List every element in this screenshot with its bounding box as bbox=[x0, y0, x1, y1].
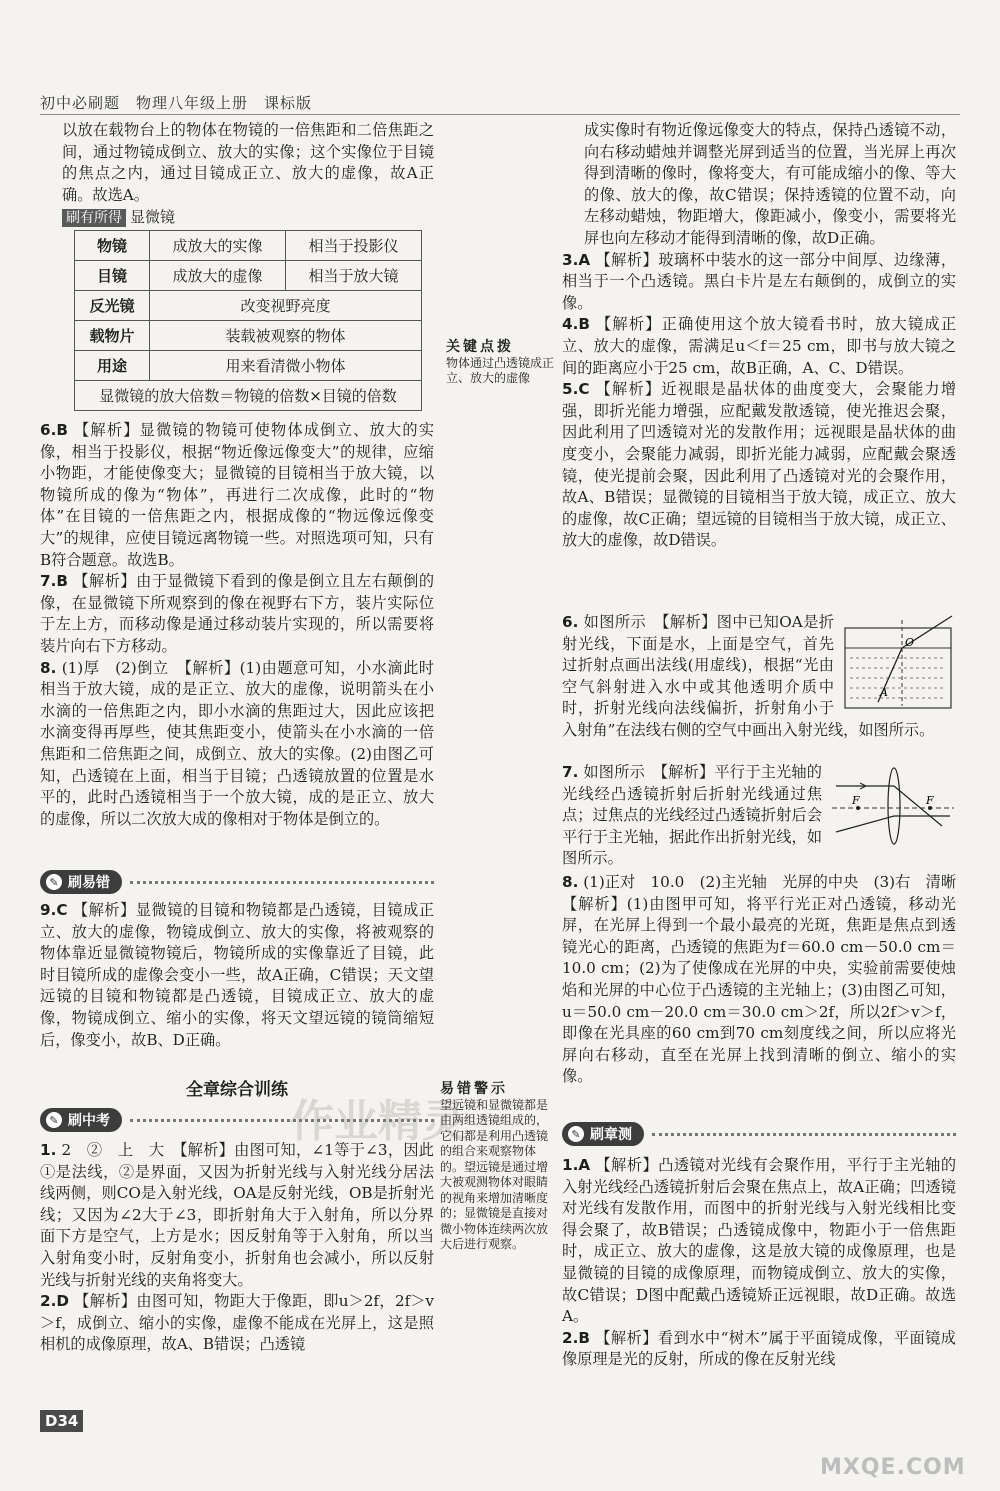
answer-text: 【解析】显微镜的物镜可使物体成倒立、放大的实像，相当于投影仪，根据“物近像远像变大”的规律，应缩小物距，才能使像变大；显微镜的目镜相当于放大镜，以物镜所成的像为“物体”，再进行二次成像，此时的“物体”在目镜的一倍焦距之内，根据成像的“物远像远像变大”的规律，应使目镜远离物镜一些。对照选项可知，只有B符合题意。故选B。 bbox=[40, 421, 435, 569]
list-item bbox=[40, 1291, 434, 1356]
section-title: 刷易错 bbox=[68, 875, 110, 891]
figure-label-f: F bbox=[926, 794, 934, 807]
side-note-key-points bbox=[446, 340, 556, 387]
header-divider bbox=[40, 114, 960, 115]
question-number: 1. bbox=[40, 1141, 57, 1159]
question-number: 3.A bbox=[562, 250, 591, 269]
left-items-block bbox=[40, 420, 434, 830]
dotted-divider bbox=[652, 1133, 956, 1136]
table-cell: 成放大的实像 bbox=[150, 231, 286, 261]
list-item bbox=[562, 314, 956, 379]
table-cell: 成放大的虚像 bbox=[150, 261, 286, 291]
list-item bbox=[562, 120, 956, 250]
chapter-items-block bbox=[562, 1155, 956, 1371]
side-note-title: 关键点拨 bbox=[446, 339, 514, 355]
table-row bbox=[75, 231, 422, 261]
table-row bbox=[75, 291, 422, 321]
left-top-paragraph: 以放在载物台上的物体在物镜的一倍焦距和二倍焦距之间，通过物镜成倒立、放大的实像；这个实像位于目镜的焦点之内，通过目镜成正立、放大的虚像，故A正确。故选A。 bbox=[62, 121, 434, 204]
list-item bbox=[40, 1140, 434, 1291]
answer-text: 【解析】凸透镜对光线有会聚作用，平行于主光轴的入射光线经凸透镜折射后会聚在焦点上，故A正确；凹透镜对光线有发散作用，而图中的折射光线与入射光线相比变得会聚了，故B错误；凸透镜成像中，物距小于一倍焦距时，成正立、放大的虚像，这是放大镜的成像原理，也是显微镜的目镜的成像原理，而物镜成倒立、放大的实像，故C错误；D图中配戴凸透镜矫正远视眼，故D正确。故选A。 bbox=[562, 1156, 957, 1326]
item-7 bbox=[562, 762, 956, 870]
question-number: 8. bbox=[40, 658, 57, 677]
table-header-cell: 物镜 bbox=[75, 231, 150, 261]
question-number: 4.B bbox=[562, 315, 590, 334]
answer-text: (1)厚 (2)倒立 【解析】(1)由题意可知，小水滴此时相当于放大镜，成的是正立、放大的虚像，说明箭头在小水滴的一倍焦距之内，即小水滴的焦距过大，因此应该把水滴变得再厚些，使其焦距变小，使箭头在小水滴的一倍焦距和二倍焦距之间，成倒立、放大的实像。(2)由图乙可知，凸透镜在上面，相当于目镜；凸透镜放置的位置是水平的，此时凸透镜相当于一个放大镜，成的是正立、放大的虚像，所以二次放大成的像相对于物体是倒立的。 bbox=[40, 658, 434, 828]
section-header-easy-mistakes bbox=[40, 870, 434, 894]
right-items-block bbox=[562, 120, 956, 552]
item-9 bbox=[40, 900, 434, 1051]
lens-figure bbox=[830, 764, 956, 846]
answer-text: (1)正对 10.0 (2)主光轴 光屏的中央 (3)右 清晰 【解析】(1)由图甲可知，将平行光正对凸透镜，移动光屏，在光屏上得到一个最小最亮的光斑，焦距是焦点到透镜光心的距离，凸透镜的焦距为f＝60.0 cm－50.0 cm＝10.0 cm；(2)为了使像成在光屏的中央，实验前需要使烛焰和光屏的中心位于凸透镜的主光轴上；(3)由图乙可知，u＝50.0 cm－20.0 cm＝30.0 cm＞2f，所以2f＞v＞f，即像在光具座的60 cm到70 cm刻度线之间，所以应将光屏向右移动，直至在光屏上找到清晰的倒立、缩小的实像。 bbox=[562, 873, 972, 1086]
table-row bbox=[75, 321, 422, 351]
side-note-warning bbox=[440, 1082, 552, 1253]
answer-text: 如图所示 【解析】图中已知OA是折射光线，下面是水，上面是空气，首先过折射点画出法线(用虚线)，根据“光由空气斜射进入水中或其他透明介质中时，折射光线向法线偏折，折射角小于入射角”在法线右侧的空气中画出入射光线，如图所示。 bbox=[562, 613, 935, 739]
table-header-cell: 用途 bbox=[75, 351, 150, 381]
table-cell: 相当于投影仪 bbox=[285, 231, 421, 261]
answer-text: 成实像时有物近像远像变大的特点，保持凸透镜不动，向右移动蜡烛并调整光屏到适当的位置，当光屏上再次得到清晰的像时，像将变大，有可能成缩小的像、等大的像、放大的像，故C错误；保持透镜的位置不动，向左移动蜡烛，物距增大，像距减小，像变小，需要将光屏也向左移动才能得到清晰的像，故D正确。 bbox=[584, 121, 956, 247]
question-number: 5.C bbox=[562, 380, 590, 399]
summary-badge: 刷有所得 bbox=[62, 209, 126, 227]
item-6 bbox=[562, 612, 956, 742]
figure-label-a: A bbox=[880, 686, 888, 699]
chapter-title: 全章综合训练 bbox=[186, 1080, 288, 1100]
question-number: 2.B bbox=[562, 1328, 590, 1347]
answer-text: 【解析】近视眼是晶状体的曲度变大，会聚能力增强，即折光能力增强，应配戴发散透镜，使光推迟会聚，因此利用了凹透镜对光的发散作用；远视眼是晶状体的曲度变小，会聚能力减弱，即折光能力减弱，应配戴会聚透镜，使光提前会聚，因此利用了凸透镜对光的会聚作用，故A、B错误；显微镜的目镜相当于放大镜，成正立、放大的虚像，故C正确；望远镜的目镜相当于放大镜，成正立、放大的虚像，故D错误。 bbox=[562, 380, 957, 550]
answer-text: 【解析】正确使用这个放大镜看书时，放大镜成正立、放大的虚像，需满足u＜f＝25 cm，即书与放大镜之间的距离应小于25 cm，故B正确，A、C、D错误。 bbox=[562, 315, 957, 377]
section-title: 刷章测 bbox=[590, 1127, 632, 1143]
table-row bbox=[75, 381, 422, 411]
question-number: 8. bbox=[562, 873, 579, 891]
dotted-divider bbox=[130, 1119, 434, 1122]
item-8 bbox=[562, 872, 972, 1088]
section-header-exam bbox=[40, 1108, 434, 1132]
list-item bbox=[562, 1155, 956, 1328]
table-cell: 用来看清微小物体 bbox=[150, 351, 422, 381]
dotted-divider bbox=[130, 881, 434, 884]
table-header-cell: 目镜 bbox=[75, 261, 150, 291]
section-title: 刷中考 bbox=[68, 1113, 110, 1129]
summary-label bbox=[62, 206, 175, 227]
answer-text: 【解析】显微镜的目镜和物镜都是凸透镜，目镜成正立、放大的虚像，物镜成倒立、放大的实像，将被观察的物体靠近显微镜物镜后，物镜所成的实像靠近了目镜，此时目镜所成的虚像会变小一些，故A正确，C错误；天文望远镜的目镜和物镜都是凸透镜，目镜成正立、放大的虚像，物镜成倒立、缩小的实像，将天文望远镜的镜筒缩短后，像变小，故B、D正确。 bbox=[40, 901, 435, 1049]
answer-text: 2 ② 上 大 【解析】由图可知，∠1等于∠3，因此①是法线，②是界面，又因为折射光线与入射光线分居法线两侧，则CO是入射光线，OA是反射光线，OB是折射光线；又因为∠2大于∠3，即折射角大于入射角，所以分界面下方是空气，上方是水；因反射角等于入射角，所以当入射角变小时，反射角变小，折射角也会减小，所以反射光线与折射光线的夹角将变大。 bbox=[40, 1141, 434, 1289]
answer-text: 如图所示 【解析】平行于主光轴的光线经凸透镜折射后折射光线通过焦点；过焦点的光线经过凸透镜折射后会平行于主光轴，据此作出折射光线，如图所示。 bbox=[562, 763, 822, 868]
question-number: 6.B bbox=[40, 421, 68, 439]
table-cell: 装载被观察的物体 bbox=[150, 321, 422, 351]
brush-icon: ✎ bbox=[46, 1112, 62, 1128]
question-number: 6. bbox=[562, 613, 579, 631]
answer-text: 【解析】由于显微镜下看到的像是倒立且左右颠倒的像，在显微镜下所观察到的像在视野右下方，装片实际位于左上方，而移动像是通过移动装片实现的，所以需要将装片向右下方移动。 bbox=[40, 572, 435, 655]
table-cell: 改变视野亮度 bbox=[150, 291, 422, 321]
side-note-title: 易错警示 bbox=[440, 1081, 508, 1097]
list-item bbox=[40, 658, 434, 831]
answer-text: 【解析】看到水中“树木”属于平面镜成像，平面镜成像原理是光的反射，所成的像在反射光线 bbox=[562, 1328, 956, 1369]
table-cell: 相当于放大镜 bbox=[285, 261, 421, 291]
answer-text: 【解析】玻璃杯中装水的这一部分中间厚、边缘薄，相当于一个凸透镜。黑白卡片是左右颠倒的，成倒立的实像。 bbox=[562, 250, 957, 312]
question-number: 1.A bbox=[562, 1156, 591, 1174]
list-item bbox=[562, 379, 956, 552]
microscope-table bbox=[74, 230, 422, 411]
center-watermark: 作业精灵 bbox=[290, 1096, 466, 1147]
table-footer-cell: 显微镜的放大倍数＝物镜的倍数×目镜的倍数 bbox=[75, 381, 422, 411]
question-number: 7. bbox=[562, 763, 579, 781]
answer-text: 【解析】由图可知，物距大于像距，即u＞2f，2f＞v＞f，成倒立、缩小的实像，虚像不能成在光屏上，这是照相机的成像原理，故A、B错误；凸透镜 bbox=[40, 1292, 435, 1354]
brush-icon: ✎ bbox=[46, 874, 62, 890]
section-header-chapter-test bbox=[562, 1122, 956, 1146]
figure-label-o: O bbox=[905, 636, 915, 649]
page-number: D34 bbox=[40, 1410, 83, 1432]
table-header-cell: 反光镜 bbox=[75, 291, 150, 321]
question-number: 7.B bbox=[40, 572, 68, 591]
question-number: 9.C bbox=[40, 901, 68, 919]
list-item bbox=[562, 250, 956, 315]
exam-items-block bbox=[40, 1140, 434, 1356]
side-note-text: 物体通过凸透镜成正立、放大的虚像 bbox=[446, 355, 555, 385]
question-number: 2.D bbox=[40, 1292, 69, 1311]
list-item bbox=[40, 420, 434, 571]
list-item bbox=[40, 571, 434, 657]
summary-topic: 显微镜 bbox=[130, 208, 176, 226]
table-header-cell: 载物片 bbox=[75, 321, 150, 351]
list-item bbox=[562, 1328, 956, 1371]
brush-icon: ✎ bbox=[568, 1126, 584, 1142]
refraction-figure bbox=[842, 614, 956, 714]
side-note-text: 望远镜和显微镜都是由两组透镜组成的，它们都是利用凸透镜的组合来观察物体的。望远镜是通过增大被观测物体对眼睛的视角来增加清晰度的；显微镜是直接对微小物体连续两次放大后进行观察。 bbox=[440, 1097, 549, 1251]
corner-watermark: MXQE.COM bbox=[820, 1455, 966, 1480]
page-header: 初中必刷题 物理八年级上册 课标版 bbox=[40, 94, 313, 112]
table-row bbox=[75, 261, 422, 291]
table-row bbox=[75, 351, 422, 381]
figure-label-f: F bbox=[852, 794, 860, 807]
